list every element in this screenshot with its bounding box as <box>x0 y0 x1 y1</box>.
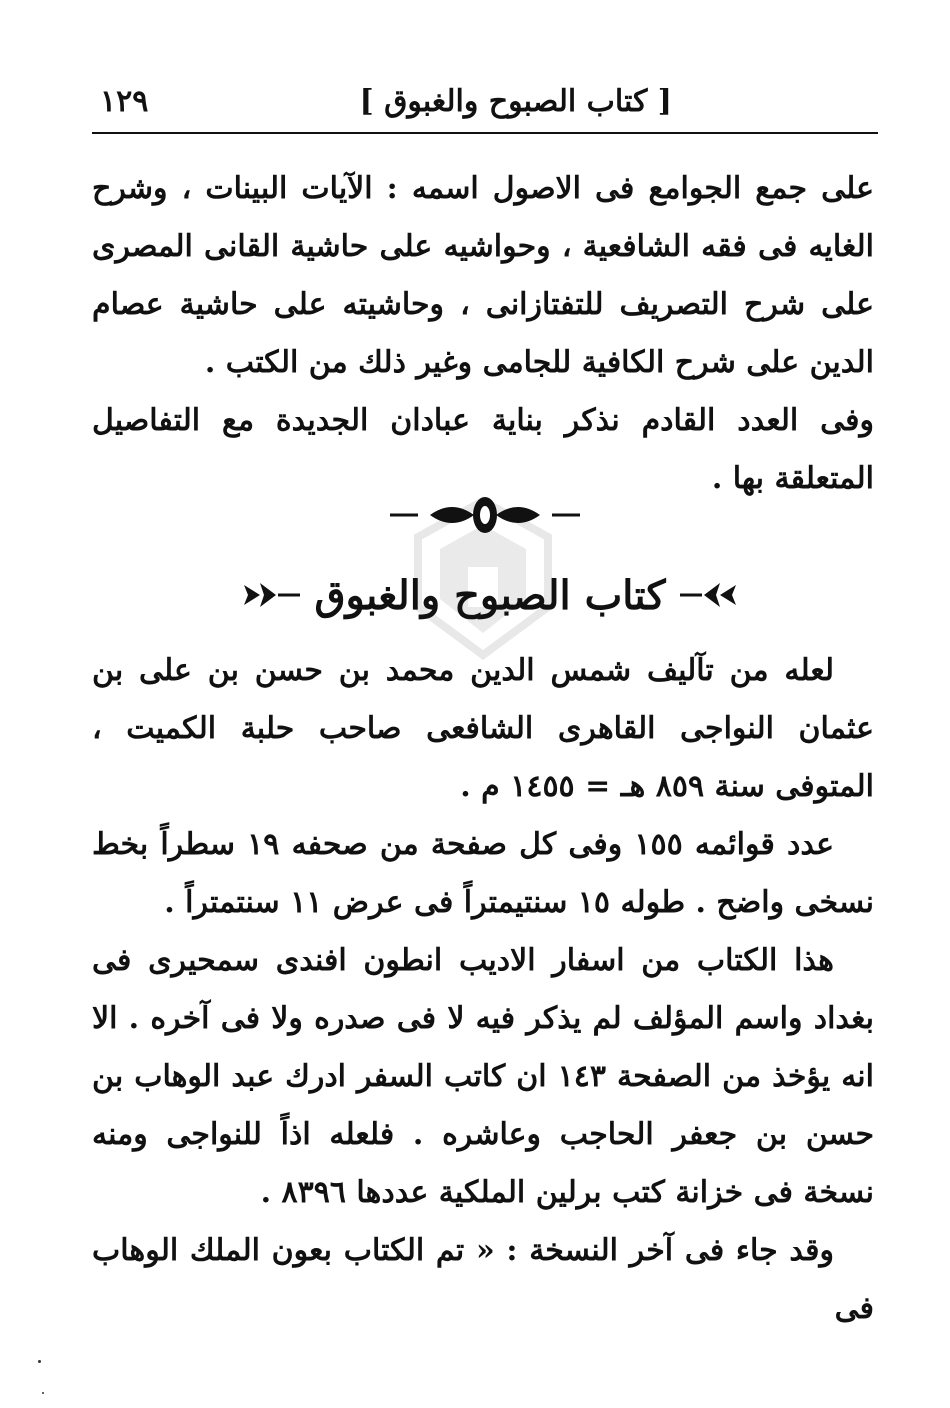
page-number: ١٢٩ <box>100 83 149 119</box>
heading-flourish-right <box>680 580 738 610</box>
section-title: كتاب الصبوح والغبوق <box>314 571 666 619</box>
heading-flourish-left <box>242 580 300 610</box>
section-heading <box>225 560 755 630</box>
header-rule <box>92 132 878 134</box>
paragraph: عدد قوائمه ١٥٥ وفى كل صفحة من صحفه ١٩ سطراً بخط نسخى واضح . طوله ١٥ سنتيمتراً فى عرض ١١ سنتمتراً . <box>92 827 874 920</box>
scan-speck <box>42 1392 44 1394</box>
text-block-bottom <box>92 642 874 1338</box>
text-block-top <box>92 160 874 508</box>
paragraph: لعله من تآليف شمس الدين محمد بن حسن بن على بن عثمان النواجى القاهرى الشافعى صاحب حلبة الكميت ، المتوفى سنة ٨٥٩ هـ = ١٤٥٥ م . <box>92 653 874 804</box>
divider-ornament <box>390 493 580 537</box>
running-title: [ كتاب الصبوح والغبوق ] <box>359 83 672 119</box>
paragraph: وفى العدد القادم نذكر بناية عبادان الجديدة مع التفاصيل المتعلقة بها . <box>92 403 874 496</box>
scan-speck <box>38 1360 41 1363</box>
paragraph: هذا الكتاب من اسفار الاديب انطون افندى سمحيرى فى بغداد واسم المؤلف لم يذكر فيه لا فى صدره ولا فى آخره . الا انه يؤخذ من الصفحة ١٤٣ ان كاتب السفر ادرك عبد الوهاب بن حسن بن جعفر الحاجب وعاشره . فلعله اذاً للنواجى ومنه نسخة فى خزانة كتب برلين الملكية عددها ٨٣٩٦ . <box>92 943 874 1210</box>
running-header <box>100 78 872 124</box>
paragraph: على جمع الجوامع فى الاصول اسمه : الآيات البينات ، وشرح الغايه فى فقه الشافعية ، وحواشيه على حاشية القانى المصرى على شرح التصريف للتفتازانى ، وحاشيته على حاشية عصام الدين على شرح الكافية للجامى وغير ذلك من الكتب . <box>92 171 874 380</box>
paragraph: وقد جاء فى آخر النسخة : « تم الكتاب بعون الملك الوهاب فى <box>92 1233 874 1326</box>
